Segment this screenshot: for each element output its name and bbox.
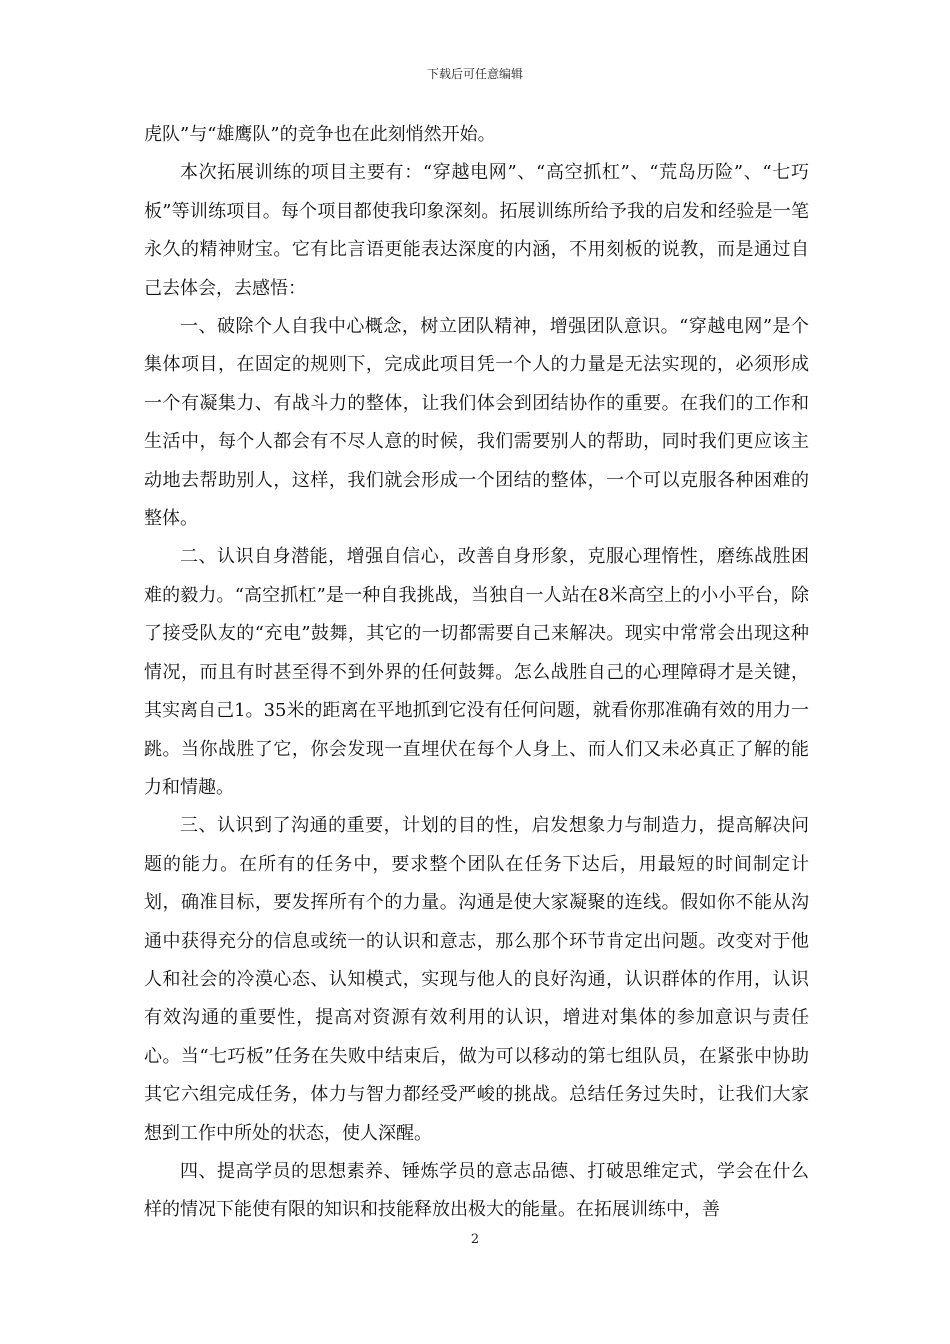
paragraph-intro: 本次拓展训练的项目主要有：“穿越电网”、“高空抓杠”、“荒岛历险”、“七巧板”等训练项目。每个项目都使我印象深刻。拓展训练所给予我的启发和经验是一笔永久的精神财宝。它有比言语更能表达深度的内涵，不用刻板的说教，而是通过自己去体会，去感悟： xyxy=(144,162,809,299)
page-number: 2 xyxy=(470,1232,480,1247)
paragraph-point-one: 一、破除个人自我中心概念，树立团队精神，增强团队意识。“穿越电网”是个集体项目，在固定的规则下，完成此项目凭一个人的力量是无法实现的，必须形成一个有凝集力、有战斗力的整体，让我们体会到团结协作的重要。在我们的工作和生活中，每个人都会有不尽人意的时候，我们需要别人的帮助，同时我们更应该主动地去帮助别人，这样，我们就会形成一个团结的整体，一个可以克服各种困难的整体。 xyxy=(144,316,809,530)
paragraph-point-two: 二、认识自身潜能，增强自信心，改善自身形象，克服心理惰性，磨练战胜困难的毅力。“高空抓杠”是一种自我挑战，当独自一人站在8米高空上的小小平台，除了接受队友的“充电”鼓舞，其它的一切都需要自己来解决。现实中常常会出现这种情况，而且有时甚至得不到外界的任何鼓舞。怎么战胜自己的心理障碍才是关键，其实离自己1。35米的距离在平地抓到它没有任何问题，就看你那准确有效的用力一跳。当你战胜了它，你会发现一直埋伏在每个人身上、而人们又未必真正了解的能力和情趣。 xyxy=(144,546,809,798)
paragraph-continuation: 虎队”与“雄鹰队”的竞争也在此刻悄然开始。 xyxy=(144,124,496,145)
paragraph-point-three: 三、认识到了沟通的重要，计划的目的性，启发想象力与制造力，提高解决问题的能力。在所有的任务中，要求整个团队在任务下达后，用最短的时间制定计划，确准目标，要发挥所有个的力量。沟通是使大家凝聚的连线。假如你不能从沟通中获得充分的信息或统一的认识和意志，那么那个环节肯定出问题。改变对于他人和社会的冷漠心态、认知模式，实现与他人的良好沟通，认识群体的作用，认识有效沟通的重要性，提高对资源有效利用的认识，增进对集体的参加意识与责任心。当“七巧板”任务在失败中结束后，做为可以移动的第七组队员，在紧张中协助其它六组完成任务，体力与智力都经受严峻的挑战。总结任务过失时，让我们大家想到工作中所处的状态，使人深醒。 xyxy=(144,815,809,1144)
page-header: 下载后可任意编辑 xyxy=(426,67,523,81)
document-body xyxy=(144,116,809,1230)
paragraph-point-four: 四、提高学员的思想素养、锤炼学员的意志品德、打破思维定式，学会在什么样的情况下能使有限的知识和技能释放出极大的能量。在拓展训练中，善 xyxy=(144,1160,809,1221)
